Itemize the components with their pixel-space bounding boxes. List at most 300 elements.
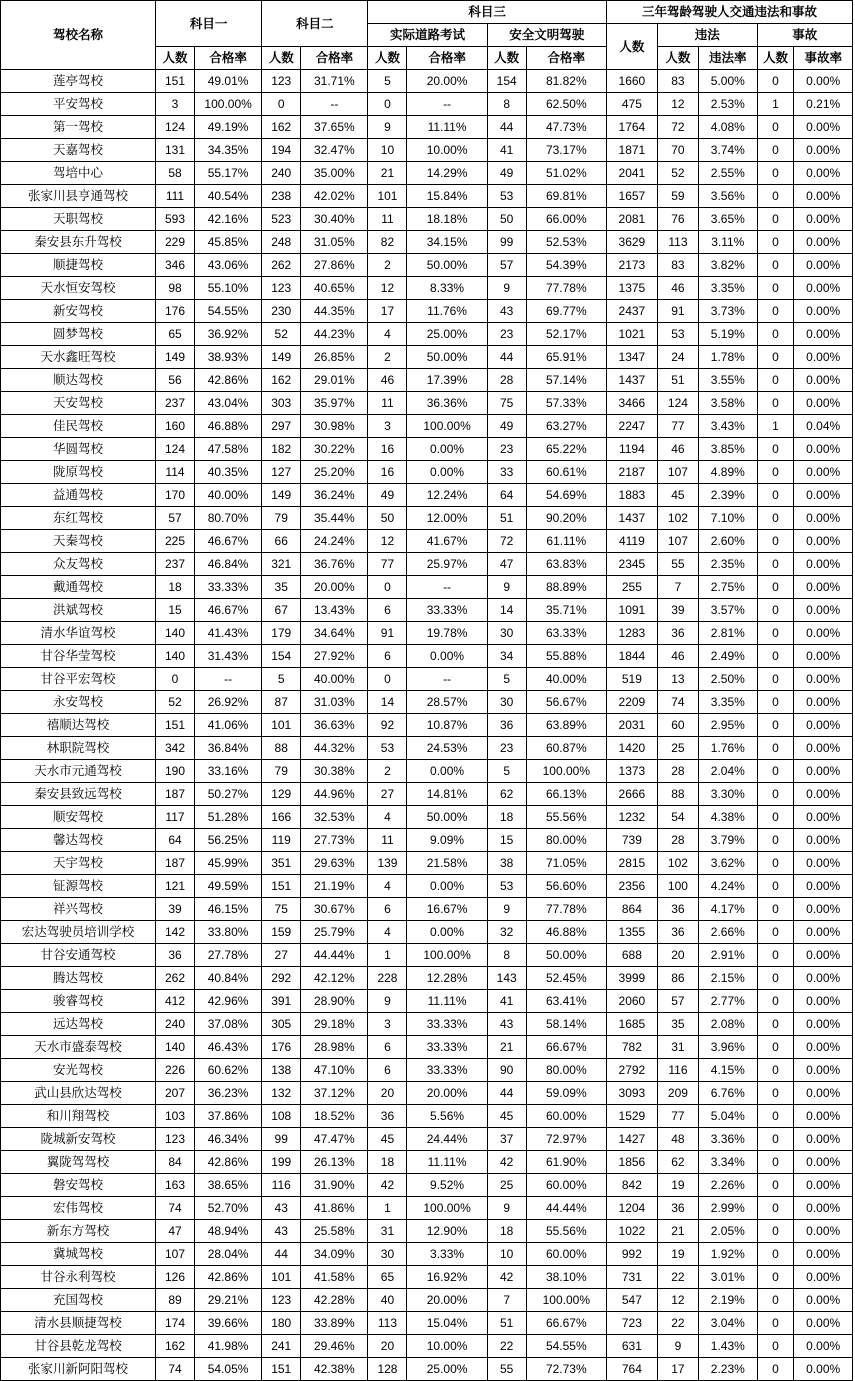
data-cell: 102	[657, 507, 698, 530]
data-cell: 5	[487, 760, 526, 783]
school-name-cell: 秦安县致远驾校	[1, 783, 156, 806]
data-cell: 2815	[606, 852, 657, 875]
table-row	[1, 1358, 853, 1381]
data-cell: 124	[155, 116, 194, 139]
data-cell: 2187	[606, 461, 657, 484]
school-name-cell: 清水华谊驾校	[1, 622, 156, 645]
data-cell: 49.19%	[195, 116, 262, 139]
data-cell: 66.00%	[526, 208, 606, 231]
data-cell: 63.83%	[526, 553, 606, 576]
data-cell: 9	[487, 277, 526, 300]
data-cell: 11	[368, 208, 407, 231]
data-cell: 50	[487, 208, 526, 231]
data-cell: 54.55%	[195, 300, 262, 323]
data-cell: 84	[155, 1151, 194, 1174]
data-cell: 1	[757, 415, 794, 438]
data-cell: 0.00%	[794, 254, 853, 277]
data-cell: 0	[757, 1289, 794, 1312]
data-cell: 5.04%	[699, 1105, 758, 1128]
data-cell: 11.11%	[407, 1151, 487, 1174]
header-group-violation: 三年驾龄驾驶人交通违法和事故	[606, 1, 852, 24]
data-cell: 47	[155, 1220, 194, 1243]
data-cell: 12.90%	[407, 1220, 487, 1243]
data-cell: 0	[757, 737, 794, 760]
table-row	[1, 852, 853, 875]
data-cell: 55.56%	[526, 806, 606, 829]
data-cell: 30	[487, 691, 526, 714]
data-cell: 519	[606, 668, 657, 691]
data-cell: 4.24%	[699, 875, 758, 898]
table-row	[1, 139, 853, 162]
data-cell: 65	[368, 1266, 407, 1289]
data-cell: 1685	[606, 1013, 657, 1036]
data-cell: 631	[606, 1335, 657, 1358]
data-cell: 0.00%	[794, 323, 853, 346]
data-cell: 0	[757, 139, 794, 162]
data-cell: 0	[757, 70, 794, 93]
data-cell: 36.84%	[195, 737, 262, 760]
table-row	[1, 1174, 853, 1197]
data-cell: 48	[657, 1128, 698, 1151]
data-cell: 29.01%	[301, 369, 368, 392]
data-cell: 149	[262, 484, 301, 507]
data-cell: 46.67%	[195, 599, 262, 622]
data-cell: 50.00%	[407, 254, 487, 277]
data-cell: 47.10%	[301, 1059, 368, 1082]
data-cell: 7	[657, 576, 698, 599]
data-cell: 63.89%	[526, 714, 606, 737]
data-cell: 44	[487, 116, 526, 139]
data-cell: 2437	[606, 300, 657, 323]
data-cell: 59	[657, 185, 698, 208]
school-name-cell: 钲源驾校	[1, 875, 156, 898]
data-cell: 160	[155, 415, 194, 438]
data-cell: 4119	[606, 530, 657, 553]
table-row	[1, 162, 853, 185]
data-cell: 43.04%	[195, 392, 262, 415]
data-cell: 0	[757, 898, 794, 921]
data-cell: 547	[606, 1289, 657, 1312]
data-cell: 0.00%	[794, 898, 853, 921]
data-cell: 36.24%	[301, 484, 368, 507]
data-cell: 75	[262, 898, 301, 921]
data-cell: 4	[368, 921, 407, 944]
data-cell: 42.02%	[301, 185, 368, 208]
data-cell: 2356	[606, 875, 657, 898]
data-cell: 23	[487, 438, 526, 461]
data-cell: --	[195, 668, 262, 691]
data-cell: 46.15%	[195, 898, 262, 921]
data-cell: 32	[487, 921, 526, 944]
data-cell: 3.74%	[699, 139, 758, 162]
table-row	[1, 944, 853, 967]
data-cell: 1657	[606, 185, 657, 208]
data-cell: 54.05%	[195, 1358, 262, 1381]
table-row	[1, 898, 853, 921]
data-cell: 34.64%	[301, 622, 368, 645]
data-cell: 49	[487, 162, 526, 185]
data-cell: 29.46%	[301, 1335, 368, 1358]
data-cell: 0.00%	[794, 70, 853, 93]
data-cell: 1373	[606, 760, 657, 783]
data-cell: 82	[368, 231, 407, 254]
table-row	[1, 438, 853, 461]
data-cell: 4.17%	[699, 898, 758, 921]
data-cell: 9	[368, 116, 407, 139]
data-cell: 3.34%	[699, 1151, 758, 1174]
data-cell: 100.00%	[407, 1197, 487, 1220]
data-cell: 3.04%	[699, 1312, 758, 1335]
data-cell: 46	[657, 277, 698, 300]
table-row	[1, 1220, 853, 1243]
data-cell: 40.00%	[301, 668, 368, 691]
data-cell: 0.00%	[407, 645, 487, 668]
school-name-cell: 天水市盛泰驾校	[1, 1036, 156, 1059]
school-name-cell: 和川翔驾校	[1, 1105, 156, 1128]
school-name-cell: 秦安县东升驾校	[1, 231, 156, 254]
data-cell: 40.00%	[526, 668, 606, 691]
table-row	[1, 1266, 853, 1289]
data-cell: 0	[368, 668, 407, 691]
data-cell: 10	[368, 139, 407, 162]
data-cell: 0.00%	[407, 461, 487, 484]
data-cell: 0	[757, 760, 794, 783]
header-k2-rate: 合格率	[301, 47, 368, 70]
data-cell: 41.98%	[195, 1335, 262, 1358]
data-cell: 0.00%	[794, 1197, 853, 1220]
data-cell: 4.38%	[699, 806, 758, 829]
data-cell: 140	[155, 1036, 194, 1059]
data-cell: 4	[368, 323, 407, 346]
data-cell: 0.00%	[794, 737, 853, 760]
data-cell: 42.38%	[301, 1358, 368, 1381]
data-cell: 44	[262, 1243, 301, 1266]
data-cell: 100.00%	[195, 93, 262, 116]
data-cell: --	[407, 576, 487, 599]
table-row	[1, 990, 853, 1013]
data-cell: 66.67%	[526, 1036, 606, 1059]
data-cell: 1660	[606, 70, 657, 93]
data-cell: 2.75%	[699, 576, 758, 599]
data-cell: 0.00%	[794, 714, 853, 737]
data-cell: 30.38%	[301, 760, 368, 783]
data-cell: 26.13%	[301, 1151, 368, 1174]
data-cell: 14.29%	[407, 162, 487, 185]
data-cell: 228	[368, 967, 407, 990]
data-cell: 151	[155, 714, 194, 737]
data-cell: 4.15%	[699, 1059, 758, 1082]
school-name-cell: 天水鑫旺驾校	[1, 346, 156, 369]
data-cell: 162	[262, 369, 301, 392]
table-row	[1, 1059, 853, 1082]
data-cell: 3.65%	[699, 208, 758, 231]
data-cell: 1091	[606, 599, 657, 622]
header-k3safe-rate: 合格率	[526, 47, 606, 70]
data-cell: 262	[262, 254, 301, 277]
data-cell: 51.28%	[195, 806, 262, 829]
data-cell: 57	[487, 254, 526, 277]
data-cell: 81.82%	[526, 70, 606, 93]
data-cell: 131	[155, 139, 194, 162]
data-cell: 9	[657, 1335, 698, 1358]
school-name-cell: 天水市元通驾校	[1, 760, 156, 783]
data-cell: 61.90%	[526, 1151, 606, 1174]
data-cell: 149	[262, 346, 301, 369]
data-cell: 0	[368, 93, 407, 116]
data-cell: 1427	[606, 1128, 657, 1151]
data-cell: 116	[657, 1059, 698, 1082]
school-name-cell: 顺达驾校	[1, 369, 156, 392]
data-cell: 0.00%	[794, 392, 853, 415]
data-cell: 0	[757, 1197, 794, 1220]
school-name-cell: 甘谷县乾龙驾校	[1, 1335, 156, 1358]
table-row	[1, 714, 853, 737]
data-cell: 11.11%	[407, 116, 487, 139]
data-cell: 121	[155, 875, 194, 898]
header-k1-people: 人数	[155, 47, 194, 70]
data-cell: 163	[155, 1174, 194, 1197]
data-cell: 391	[262, 990, 301, 1013]
data-cell: 731	[606, 1266, 657, 1289]
school-name-cell: 东红驾校	[1, 507, 156, 530]
data-cell: 30.67%	[301, 898, 368, 921]
table-row	[1, 875, 853, 898]
data-cell: 12.24%	[407, 484, 487, 507]
data-cell: 21	[657, 1220, 698, 1243]
data-cell: 0	[757, 116, 794, 139]
data-cell: 2.19%	[699, 1289, 758, 1312]
data-cell: 176	[155, 300, 194, 323]
data-cell: 52.70%	[195, 1197, 262, 1220]
data-cell: 42	[487, 1266, 526, 1289]
data-cell: 241	[262, 1335, 301, 1358]
data-cell: --	[407, 668, 487, 691]
table-row	[1, 415, 853, 438]
data-cell: 303	[262, 392, 301, 415]
data-cell: 41.67%	[407, 530, 487, 553]
data-cell: 27.86%	[301, 254, 368, 277]
data-cell: 151	[262, 1358, 301, 1381]
data-cell: 31.90%	[301, 1174, 368, 1197]
data-cell: 18	[155, 576, 194, 599]
school-name-cell: 驾培中心	[1, 162, 156, 185]
data-cell: 15.84%	[407, 185, 487, 208]
data-cell: 58	[155, 162, 194, 185]
data-cell: 56.25%	[195, 829, 262, 852]
data-cell: 1.78%	[699, 346, 758, 369]
data-cell: 33.80%	[195, 921, 262, 944]
data-cell: 4	[368, 806, 407, 829]
data-cell: 47.58%	[195, 438, 262, 461]
data-cell: 74	[155, 1358, 194, 1381]
school-name-cell: 顺安驾校	[1, 806, 156, 829]
data-cell: 51	[657, 369, 698, 392]
data-cell: 1194	[606, 438, 657, 461]
table-row	[1, 346, 853, 369]
data-cell: 0.00%	[794, 599, 853, 622]
data-cell: 11.76%	[407, 300, 487, 323]
data-cell: 52	[262, 323, 301, 346]
data-cell: 0.00%	[794, 1358, 853, 1381]
school-name-cell: 祥兴驾校	[1, 898, 156, 921]
data-cell: 44.23%	[301, 323, 368, 346]
data-cell: 1844	[606, 645, 657, 668]
data-cell: 0.00%	[794, 208, 853, 231]
school-name-cell: 冀城驾校	[1, 1243, 156, 1266]
data-cell: 36.23%	[195, 1082, 262, 1105]
data-cell: 240	[262, 162, 301, 185]
data-cell: 0	[757, 277, 794, 300]
data-cell: 20	[368, 1082, 407, 1105]
data-cell: 30.98%	[301, 415, 368, 438]
data-cell: 2081	[606, 208, 657, 231]
data-cell: 187	[155, 783, 194, 806]
data-cell: 0	[757, 1266, 794, 1289]
data-cell: 1021	[606, 323, 657, 346]
data-cell: 35	[262, 576, 301, 599]
data-cell: 11.11%	[407, 990, 487, 1013]
school-name-cell: 永安驾校	[1, 691, 156, 714]
data-cell: 25.79%	[301, 921, 368, 944]
data-cell: 992	[606, 1243, 657, 1266]
data-cell: 11	[368, 829, 407, 852]
data-cell: 0.00%	[794, 185, 853, 208]
data-cell: 63.41%	[526, 990, 606, 1013]
data-cell: 79	[262, 760, 301, 783]
data-cell: 46.43%	[195, 1036, 262, 1059]
data-cell: 0	[757, 254, 794, 277]
data-cell: 77.78%	[526, 898, 606, 921]
data-cell: 116	[262, 1174, 301, 1197]
data-cell: 33.33%	[195, 576, 262, 599]
data-cell: 0	[757, 1243, 794, 1266]
data-cell: 36.76%	[301, 553, 368, 576]
data-cell: 230	[262, 300, 301, 323]
table-row	[1, 783, 853, 806]
data-cell: 0.00%	[794, 139, 853, 162]
data-cell: 55	[487, 1358, 526, 1381]
data-cell: 0.00%	[794, 691, 853, 714]
data-cell: 34	[487, 645, 526, 668]
data-cell: 16.92%	[407, 1266, 487, 1289]
school-name-cell: 充国驾校	[1, 1289, 156, 1312]
table-row	[1, 93, 853, 116]
school-name-cell: 圆梦驾校	[1, 323, 156, 346]
data-cell: 31.05%	[301, 231, 368, 254]
data-cell: 55.17%	[195, 162, 262, 185]
data-cell: 27	[262, 944, 301, 967]
data-cell: 0	[757, 1059, 794, 1082]
table-row	[1, 323, 853, 346]
data-cell: 20.00%	[407, 70, 487, 93]
data-cell: 0	[757, 599, 794, 622]
data-cell: 77	[657, 415, 698, 438]
data-cell: 20	[368, 1335, 407, 1358]
data-cell: 30.40%	[301, 208, 368, 231]
data-cell: 3.82%	[699, 254, 758, 277]
school-name-cell: 天嘉驾校	[1, 139, 156, 162]
data-cell: 0.00%	[794, 668, 853, 691]
data-cell: 8	[487, 93, 526, 116]
data-cell: 475	[606, 93, 657, 116]
header-group-subject1: 科目一	[155, 1, 261, 47]
header-group-subject2: 科目二	[262, 1, 368, 47]
data-cell: 14.81%	[407, 783, 487, 806]
table-row	[1, 277, 853, 300]
school-name-cell: 新安驾校	[1, 300, 156, 323]
data-cell: 58.14%	[526, 1013, 606, 1036]
data-cell: 77.78%	[526, 277, 606, 300]
data-cell: 49	[368, 484, 407, 507]
data-cell: 69.81%	[526, 185, 606, 208]
school-name-cell: 林职院驾校	[1, 737, 156, 760]
data-cell: 9	[487, 576, 526, 599]
data-cell: 11	[368, 392, 407, 415]
data-cell: 154	[487, 70, 526, 93]
data-cell: 36	[657, 622, 698, 645]
data-cell: 49	[487, 415, 526, 438]
data-cell: 15.04%	[407, 1312, 487, 1335]
data-cell: 24.24%	[301, 530, 368, 553]
data-cell: 0	[757, 645, 794, 668]
data-cell: 864	[606, 898, 657, 921]
data-cell: 23	[487, 737, 526, 760]
data-cell: 0.00%	[794, 369, 853, 392]
school-name-cell: 翼陇驾驾校	[1, 1151, 156, 1174]
data-cell: 50.27%	[195, 783, 262, 806]
data-cell: 83	[657, 254, 698, 277]
data-cell: 59.09%	[526, 1082, 606, 1105]
data-cell: 50.00%	[407, 346, 487, 369]
data-cell: 179	[262, 622, 301, 645]
data-cell: 103	[155, 1105, 194, 1128]
data-cell: 100.00%	[407, 415, 487, 438]
data-cell: 46	[657, 438, 698, 461]
school-name-cell: 张家川县亨通驾校	[1, 185, 156, 208]
data-cell: 0	[757, 1036, 794, 1059]
data-cell: 38.10%	[526, 1266, 606, 1289]
data-cell: 25	[487, 1174, 526, 1197]
data-cell: 321	[262, 553, 301, 576]
data-cell: 60.87%	[526, 737, 606, 760]
data-cell: 123	[262, 70, 301, 93]
school-name-cell: 第一驾校	[1, 116, 156, 139]
data-cell: 108	[262, 1105, 301, 1128]
data-cell: 0	[757, 1174, 794, 1197]
data-cell: 2	[368, 254, 407, 277]
data-cell: 0.00%	[794, 1174, 853, 1197]
data-cell: 77	[657, 1105, 698, 1128]
data-cell: 0	[757, 875, 794, 898]
data-cell: 1204	[606, 1197, 657, 1220]
data-cell: 16	[368, 438, 407, 461]
data-cell: 2247	[606, 415, 657, 438]
data-cell: 0	[757, 714, 794, 737]
data-cell: 34.09%	[301, 1243, 368, 1266]
data-cell: 1883	[606, 484, 657, 507]
school-name-cell: 甘谷华莹驾校	[1, 645, 156, 668]
school-name-cell: 磐安驾校	[1, 1174, 156, 1197]
data-cell: 0.00%	[794, 622, 853, 645]
data-cell: 8.33%	[407, 277, 487, 300]
data-cell: 6	[368, 599, 407, 622]
data-cell: 0.00%	[794, 1105, 853, 1128]
data-cell: 1	[368, 1197, 407, 1220]
data-cell: 62.50%	[526, 93, 606, 116]
data-cell: 66.13%	[526, 783, 606, 806]
data-cell: 31.03%	[301, 691, 368, 714]
data-cell: 128	[368, 1358, 407, 1381]
